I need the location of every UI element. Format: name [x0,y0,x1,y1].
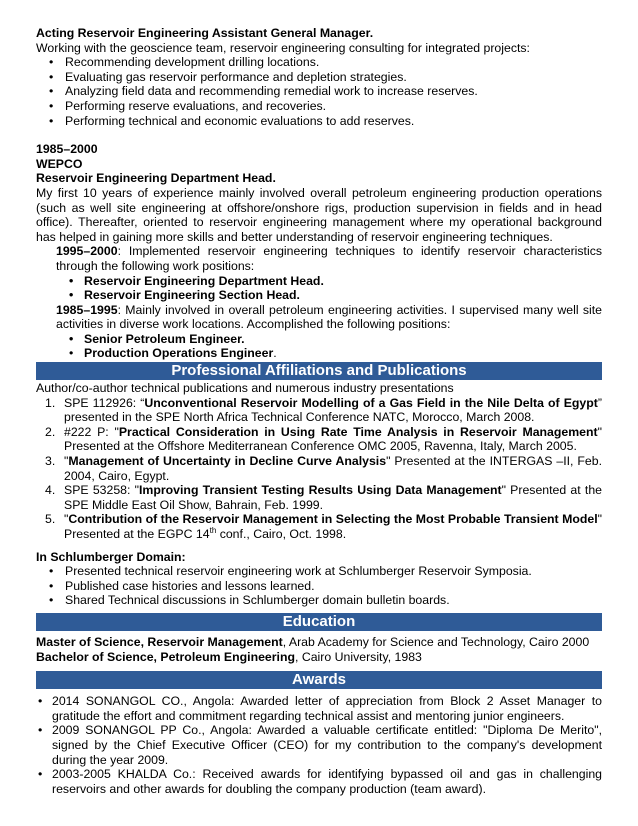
role-intro: Working with the geoscience team, reservoir engineering consulting for integrated projects: [36,40,530,55]
pub-number: 2. [45,424,56,439]
list-item: • Recommending development drilling locations. [36,55,602,70]
publications-list [36,396,602,542]
pub-title: Improving Transient Testing Results Using Data Management [139,483,502,498]
pub-post: " Presented at the INTERGAS –II, Feb. 2004, Cairo, Egypt. [64,454,602,483]
publication-item [36,454,602,483]
pub-number: 3. [45,454,56,469]
degree: Bachelor of Science, Petroleum Engineering [36,649,295,664]
pub-post: " Presented at the EGPC 14 [64,512,602,541]
list-item: • Presented technical reservoir engineering work at Schlumberger Reservoir Symposia. [36,564,602,579]
pub-title: Contribution of the Reservoir Management in Selecting the Most Probable Transient Model [68,512,598,527]
list-item: • Performing reserve evaluations, and recoveries. [36,99,602,114]
pub-post: " Presented at the Offshore Mediterranean Conference OMC 2005, Ravenna, Italy, March 2005. [64,424,602,454]
list-item: • Reservoir Engineering Section Head. [36,288,602,303]
resume-content [36,26,602,796]
list-item: • Published case histories and lessons learned. [36,579,602,594]
wepco-summary: My first 10 years of experience mainly involved overall petroleum engineering production operations (such as well site engineering at offshore/onshore rigs, production supervision in fields and in head office). Thereafter, oriented to reservoir engineering management where my operational background has helped in gaining more skills and better understanding of reservoir engineering techniques. [36,185,602,244]
wepco-period-1 [36,244,602,273]
list-item: • Analyzing field data and recommending remedial work to increase reserves. [36,84,602,99]
affiliations-intro: Author/co-author technical publications and numerous industry presentations [36,381,454,396]
list-item: • Performing technical and economic evaluations to add reserves. [36,114,602,129]
schlumberger-list [36,564,602,608]
publication-item [36,425,602,454]
pub-post-2: conf., Cairo, Oct. 1998. [216,527,347,541]
pub-pre: " [64,454,69,469]
period-1-positions [36,274,602,303]
pub-pre: SPE 53258: " [64,483,140,498]
pub-number: 4. [45,483,56,498]
list-item [36,346,602,361]
pub-post: ” presented in the SPE North Africa Technical Conference NATC, Morocco, March 2008. [64,395,602,425]
pub-number: 5. [45,512,56,527]
trailing-period: . [273,346,277,361]
pub-pre: #222 P: " [64,424,119,439]
pub-pre: " [64,512,69,527]
wepco-period-2 [36,303,602,332]
list-item: • 2009 SONANGOL PP Co., Angola: Awarded a valuable certificate entitled: "Diploma De Merito", signed by the Chief Executive Officer (CEO) for my contribution to the company's development during the year 2009. [36,723,602,767]
pub-superscript: th [209,525,217,535]
pub-title: Management of Uncertainty in Decline Curve Analysis [68,454,387,469]
list-item: • Evaluating gas reservoir performance and depletion strategies. [36,70,602,85]
period-years: 1985–1995 [56,302,118,317]
schlumberger-title: In Schlumberger Domain: [36,549,186,564]
degree: Master of Science, Reservoir Management [36,634,283,649]
education-item [36,635,602,650]
awards-list [36,694,602,796]
wepco-company: WEPCO [36,156,83,171]
role-bullets [36,55,602,128]
role-title: Acting Reservoir Engineering Assistant General Manager. [36,26,374,40]
pub-post: " Presented at the SPE Middle East Oil Show, Bahrain, Feb. 1999. [64,483,602,512]
wepco-title: Reservoir Engineering Department Head. [36,171,276,186]
pub-title: Unconventional Reservoir Modelling of a Gas Field in the Nile Delta of Egypt [144,395,598,410]
school: , Arab Academy for Science and Technology, Cairo 2000 [282,634,590,649]
list-item: • 2003-2005 KHALDA Co.: Received awards for identifying bypassed oil and gas in challenging reservoirs and other awards for doubling the company production (team award). [36,767,602,796]
list-item: • 2014 SONANGOL CO., Angola: Awarded letter of appreciation from Block 2 Asset Manager to gratitude the effort and commitment regarding technical assist and mentoring junior engineers. [36,694,602,723]
list-item: • Senior Petroleum Engineer. [36,332,602,347]
pub-pre: SPE 112926: “ [64,395,145,410]
list-item: • Reservoir Engineering Department Head. [36,274,602,289]
period-2-positions [36,332,602,361]
period-text: : Mainly involved in overall petroleum engineering activities. I supervised many well site activities in diverse work locations. Accomplished the following positions: [56,302,602,332]
wepco-years: 1985–2000 [36,142,98,157]
position-label: Production Operations Engineer [84,346,274,361]
pub-title: Practical Consideration in Using Rate Time Analysis in Reservoir Management [118,424,598,439]
pub-number: 1. [45,395,56,410]
section-header-education: Education [36,613,602,631]
publication-item [36,512,602,541]
period-years: 1995–2000 [56,244,118,259]
education-item [36,650,602,665]
period-text: : Implemented reservoir engineering techniques to identify reservoir characteristics through the following work positions: [56,244,602,273]
section-header-awards: Awards [36,671,602,689]
section-header-affiliations: Professional Affiliations and Publications [36,362,602,380]
school: , Cairo University, 1983 [295,649,422,664]
publication-item [36,396,602,425]
list-item: • Shared Technical discussions in Schlumberger domain bulletin boards. [36,593,602,608]
publication-item [36,483,602,512]
